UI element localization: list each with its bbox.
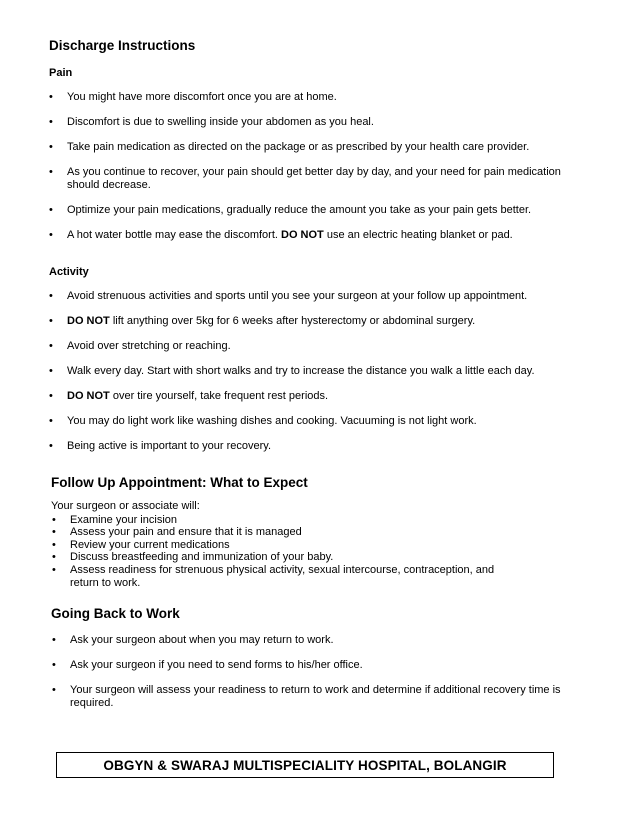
item-text-part: Ask your surgeon about when you may return to work. (70, 634, 334, 646)
item-text-part: use an electric heating blanket or pad. (323, 229, 513, 241)
list-item-text (70, 526, 522, 539)
bullet-icon: • (49, 340, 53, 352)
item-text-part: You might have more discomfort once you are at home. (67, 91, 337, 103)
item-text-part: Assess your pain and ensure that it is managed (70, 526, 302, 538)
list-item-text (67, 166, 594, 192)
section-heading-followup: Follow Up Appointment: What to Expect (51, 475, 308, 490)
item-text-part: Discomfort is due to swelling inside your abdomen as you heal. (67, 116, 374, 128)
followup-intro: Your surgeon or associate will: (51, 500, 200, 512)
list-item-text (67, 290, 594, 303)
list-item-text (67, 440, 594, 453)
bullet-icon: • (52, 539, 56, 551)
bullet-icon: • (49, 440, 53, 452)
bullet-icon: • (49, 166, 53, 178)
bullet-icon: • (49, 91, 53, 103)
list-item-text (70, 551, 522, 564)
item-text-part: Assess readiness for strenuous physical activity, sexual intercourse, contraception, and return to work. (70, 564, 495, 589)
item-text-part: Avoid over stretching or reaching. (67, 340, 231, 352)
item-text-part: Review your current medications (70, 539, 230, 551)
bullet-icon: • (49, 390, 53, 402)
list-item-text (67, 415, 594, 428)
item-text-part: Optimize your pain medications, gradually reduce the amount you take as your pain gets better. (67, 204, 532, 216)
bullet-icon: • (49, 141, 53, 153)
item-text-part: Your surgeon will assess your readiness to return to work and determine if additional recovery time is required. (70, 684, 561, 709)
list-item-text (67, 141, 594, 154)
bullet-icon: • (49, 415, 53, 427)
list-item-text (67, 340, 594, 353)
item-text-part: over tire yourself, take frequent rest periods. (109, 390, 329, 402)
list-item-text (70, 564, 522, 590)
item-text-part: As you continue to recover, your pain should get better day by day, and your need for pain medication should decrease. (67, 166, 561, 191)
bullet-icon: • (52, 514, 56, 526)
list-item-text (70, 684, 592, 710)
item-text-part: You may do light work like washing dishes and cooking. Vacuuming is not light work. (67, 415, 477, 427)
bullet-icon: • (52, 551, 56, 563)
bullet-icon: • (49, 229, 53, 241)
emphasis-text: DO NOT (67, 315, 110, 327)
page-title: Discharge Instructions (49, 38, 196, 53)
item-text-part: Discuss breastfeeding and immunization of your baby. (70, 551, 334, 563)
list-item-text (67, 229, 594, 242)
bullet-icon: • (49, 290, 53, 302)
list-item-text (67, 315, 594, 328)
list-item-text (67, 390, 594, 403)
list-item-text (67, 204, 594, 217)
section-heading-work: Going Back to Work (51, 606, 180, 621)
item-text-part: Avoid strenuous activities and sports until you see your surgeon at your follow up appointment. (67, 290, 528, 302)
bullet-icon: • (49, 204, 53, 216)
bullet-icon: • (52, 564, 56, 576)
item-text-part: Ask your surgeon if you need to send forms to his/her office. (70, 659, 363, 671)
bullet-icon: • (52, 634, 56, 646)
list-item-text (67, 116, 594, 129)
bullet-icon: • (52, 659, 56, 671)
section-heading-activity: Activity (49, 266, 89, 278)
item-text-part: Take pain medication as directed on the package or as prescribed by your health care provider. (67, 141, 530, 153)
list-item-text (67, 365, 594, 378)
emphasis-text: DO NOT (67, 390, 110, 402)
list-item-text (67, 91, 594, 104)
bullet-icon: • (49, 315, 53, 327)
bullet-icon: • (49, 116, 53, 128)
bullet-icon: • (52, 526, 56, 538)
item-text-part: Being active is important to your recovery. (67, 440, 271, 452)
list-item-text (70, 634, 592, 647)
item-text-part: Examine your incision (70, 514, 177, 526)
item-text-part: lift anything over 5kg for 6 weeks after hysterectomy or abdominal surgery. (109, 315, 476, 327)
item-text-part: Walk every day. Start with short walks and try to increase the distance you walk a little each day. (67, 365, 535, 377)
list-item-text (70, 659, 592, 672)
bullet-icon: • (52, 684, 56, 696)
item-text-part: A hot water bottle may ease the discomfort. (67, 229, 281, 241)
section-heading-pain: Pain (49, 67, 73, 79)
hospital-footer: OBGYN & SWARAJ MULTISPECIALITY HOSPITAL, BOLANGIR (56, 752, 554, 778)
bullet-icon: • (49, 365, 53, 377)
emphasis-text: DO NOT (281, 229, 324, 241)
